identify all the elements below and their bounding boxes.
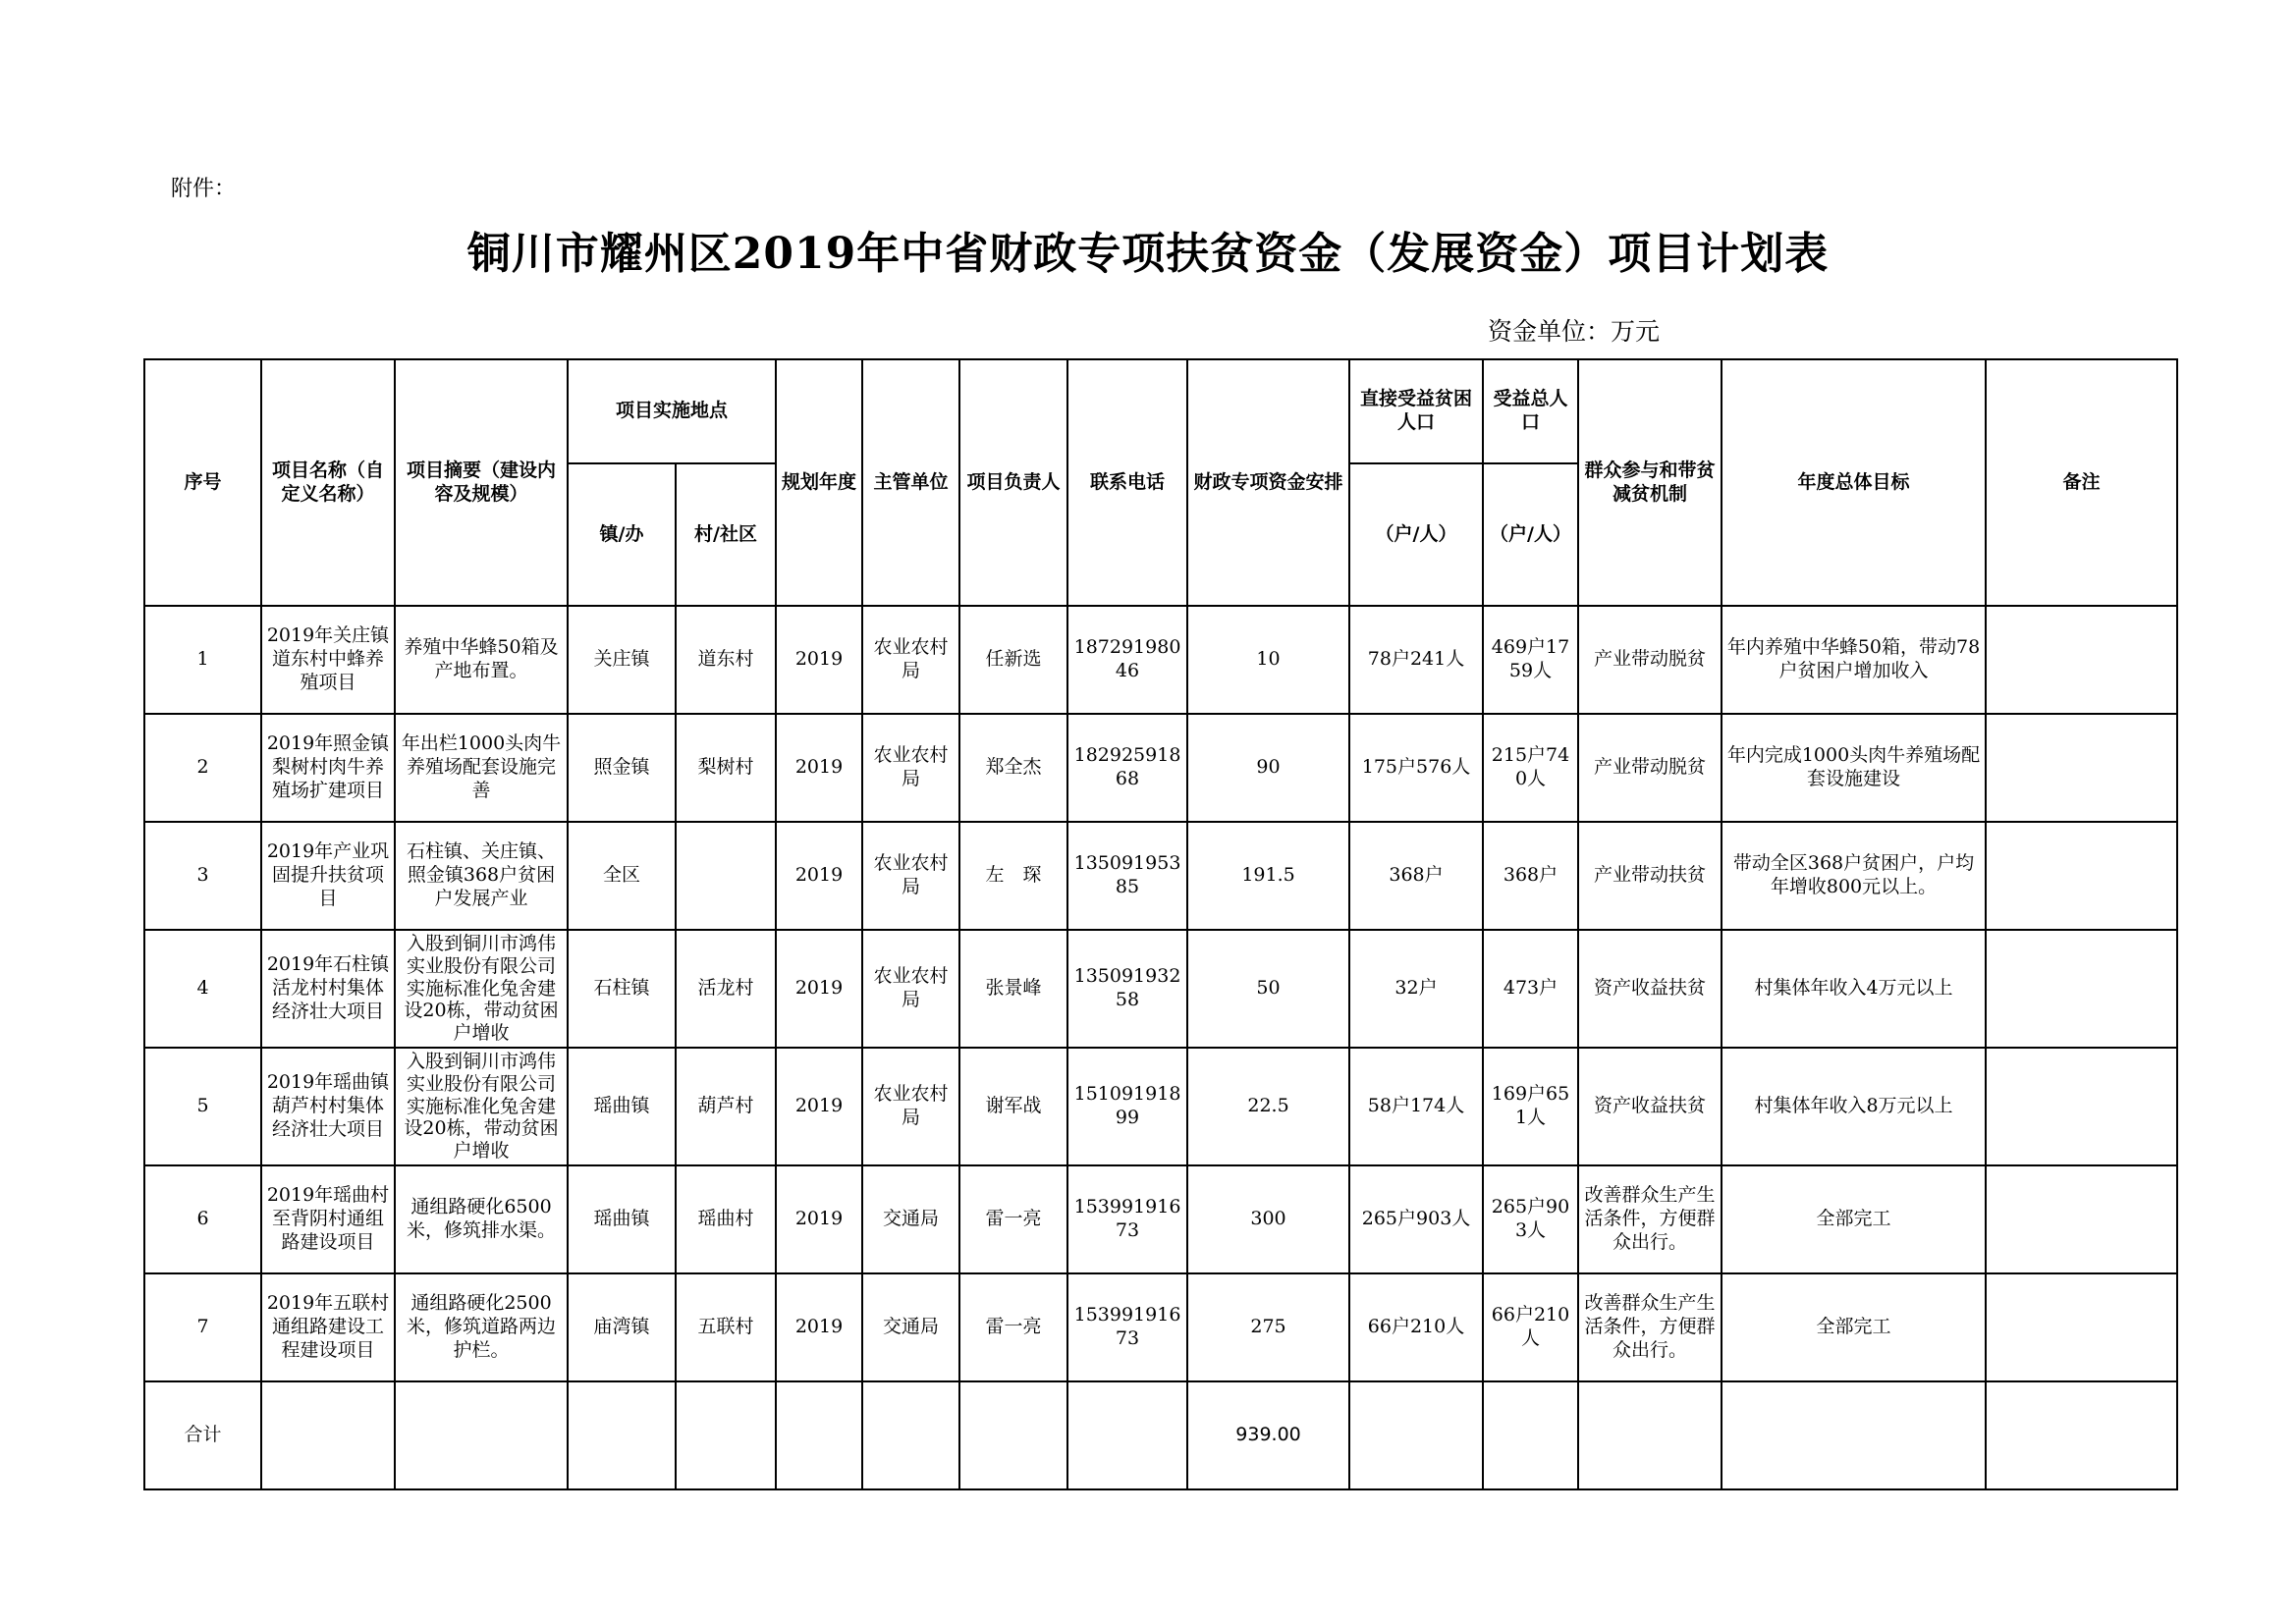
cell-village: 五联村: [676, 1273, 776, 1381]
header-remark: 备注: [1986, 359, 2177, 606]
cell-seq: 7: [144, 1273, 261, 1381]
cell-remark: [1986, 1048, 2177, 1165]
cell-name: 2019年石柱镇活龙村村集体经济壮大项目: [261, 930, 395, 1048]
cell-dept: 农业农村局: [862, 930, 959, 1048]
header-goal: 年度总体目标: [1722, 359, 1986, 606]
cell-town: 关庄镇: [568, 606, 676, 714]
cell-summary: 入股到铜川市鸿伟实业股份有限公司实施标准化兔舍建设20栋，带动贫困户增收: [395, 930, 568, 1048]
table-row: [144, 714, 2177, 822]
cell-year: 2019: [776, 930, 862, 1048]
cell-phone: 15399191673: [1067, 1165, 1187, 1273]
cell-year: 2019: [776, 1273, 862, 1381]
cell-funds: 191.5: [1187, 822, 1349, 930]
total-row: [144, 1381, 2177, 1489]
cell-mechanism: 产业带动扶贫: [1578, 822, 1722, 930]
cell-remark: [1986, 930, 2177, 1048]
header-person: 项目负责人: [959, 359, 1067, 606]
cell-seq: 2: [144, 714, 261, 822]
header-village: 村/社区: [676, 463, 776, 606]
table-row: [144, 930, 2177, 1048]
header-town: 镇/办: [568, 463, 676, 606]
cell-funds: 300: [1187, 1165, 1349, 1273]
cell-summary: 养殖中华蜂50箱及产地布置。: [395, 606, 568, 714]
cell-funds: 50: [1187, 930, 1349, 1048]
cell-funds: 275: [1187, 1273, 1349, 1381]
cell-town: 照金镇: [568, 714, 676, 822]
cell-total: 169户651人: [1483, 1048, 1578, 1165]
total-funds: 939.00: [1187, 1381, 1349, 1489]
header-seq: 序号: [144, 359, 261, 606]
cell-summary: 入股到铜川市鸿伟实业股份有限公司实施标准化兔舍建设20栋，带动贫困户增收: [395, 1048, 568, 1165]
header-total-unit: （户/人）: [1483, 463, 1578, 606]
cell-person: 左 琛: [959, 822, 1067, 930]
cell-dept: 交通局: [862, 1273, 959, 1381]
cell-remark: [1986, 1273, 2177, 1381]
table-row: [144, 1048, 2177, 1165]
cell-name: 2019年五联村通组路建设工程建设项目: [261, 1273, 395, 1381]
cell-village: 梨树村: [676, 714, 776, 822]
cell-summary: 通组路硬化2500米，修筑道路两边护栏。: [395, 1273, 568, 1381]
cell-goal: 村集体年收入8万元以上: [1722, 1048, 1986, 1165]
cell-remark: [1986, 822, 2177, 930]
table-row: [144, 1273, 2177, 1381]
cell-direct: 58户174人: [1349, 1048, 1483, 1165]
table-row: [144, 606, 2177, 714]
cell-year: 2019: [776, 1165, 862, 1273]
cell-mechanism: 改善群众生产生活条件，方便群众出行。: [1578, 1273, 1722, 1381]
cell-seq: 1: [144, 606, 261, 714]
cell-total: 368户: [1483, 822, 1578, 930]
cell-funds: 22.5: [1187, 1048, 1349, 1165]
cell-town: 石柱镇: [568, 930, 676, 1048]
cell-mechanism: 产业带动脱贫: [1578, 606, 1722, 714]
cell-village: 葫芦村: [676, 1048, 776, 1165]
cell-town: 庙湾镇: [568, 1273, 676, 1381]
cell-person: 郑全杰: [959, 714, 1067, 822]
cell-phone: 15399191673: [1067, 1273, 1187, 1381]
cell-phone: 15109191899: [1067, 1048, 1187, 1165]
header-funds: 财政专项资金安排: [1187, 359, 1349, 606]
cell-summary: 通组路硬化6500米，修筑排水渠。: [395, 1165, 568, 1273]
cell-remark: [1986, 1165, 2177, 1273]
cell-phone: 13509195385: [1067, 822, 1187, 930]
cell-mechanism: 产业带动脱贫: [1578, 714, 1722, 822]
cell-seq: 3: [144, 822, 261, 930]
cell-seq: 5: [144, 1048, 261, 1165]
cell-name: 2019年瑶曲镇葫芦村村集体经济壮大项目: [261, 1048, 395, 1165]
cell-remark: [1986, 606, 2177, 714]
cell-name: 2019年瑶曲村至背阴村通组路建设项目: [261, 1165, 395, 1273]
cell-total: 469户1759人: [1483, 606, 1578, 714]
cell-year: 2019: [776, 822, 862, 930]
cell-mechanism: 资产收益扶贫: [1578, 930, 1722, 1048]
cell-direct: 368户: [1349, 822, 1483, 930]
cell-total: 265户903人: [1483, 1165, 1578, 1273]
cell-direct: 265户903人: [1349, 1165, 1483, 1273]
cell-town: 瑶曲镇: [568, 1048, 676, 1165]
cell-mechanism: 改善群众生产生活条件，方便群众出行。: [1578, 1165, 1722, 1273]
cell-year: 2019: [776, 606, 862, 714]
header-location: 项目实施地点: [568, 359, 776, 463]
cell-town: 瑶曲镇: [568, 1165, 676, 1273]
header-summary: 项目摘要（建设内容及规模）: [395, 359, 568, 606]
project-plan-table: [143, 358, 2178, 1490]
cell-year: 2019: [776, 714, 862, 822]
cell-village: 活龙村: [676, 930, 776, 1048]
cell-name: 2019年产业巩固提升扶贫项目: [261, 822, 395, 930]
cell-name: 2019年关庄镇道东村中蜂养殖项目: [261, 606, 395, 714]
cell-village: [676, 822, 776, 930]
header-phone: 联系电话: [1067, 359, 1187, 606]
cell-total: 473户: [1483, 930, 1578, 1048]
cell-mechanism: 资产收益扶贫: [1578, 1048, 1722, 1165]
cell-total: 66户210人: [1483, 1273, 1578, 1381]
cell-goal: 带动全区368户贫困户，户均年增收800元以上。: [1722, 822, 1986, 930]
cell-total: 215户740人: [1483, 714, 1578, 822]
cell-goal: 年内养殖中华蜂50箱，带动78户贫困户增加收入: [1722, 606, 1986, 714]
cell-person: 张景峰: [959, 930, 1067, 1048]
cell-direct: 32户: [1349, 930, 1483, 1048]
cell-phone: 18729198046: [1067, 606, 1187, 714]
cell-dept: 交通局: [862, 1165, 959, 1273]
cell-town: 全区: [568, 822, 676, 930]
header-total-beneficiaries: 受益总人口: [1483, 359, 1578, 463]
cell-name: 2019年照金镇梨树村肉牛养殖场扩建项目: [261, 714, 395, 822]
cell-summary: 年出栏1000头肉牛养殖场配套设施完善: [395, 714, 568, 822]
cell-dept: 农业农村局: [862, 714, 959, 822]
header-direct-unit: （户/人）: [1349, 463, 1483, 606]
cell-dept: 农业农村局: [862, 1048, 959, 1165]
cell-direct: 66户210人: [1349, 1273, 1483, 1381]
cell-funds: 10: [1187, 606, 1349, 714]
header-direct: 直接受益贫困人口: [1349, 359, 1483, 463]
cell-goal: 村集体年收入4万元以上: [1722, 930, 1986, 1048]
document-title: 铜川市耀州区2019年中省财政专项扶贫资金（发展资金）项目计划表: [466, 229, 1830, 279]
cell-direct: 175户576人: [1349, 714, 1483, 822]
cell-direct: 78户241人: [1349, 606, 1483, 714]
table-row: [144, 1165, 2177, 1273]
cell-summary: 石柱镇、关庄镇、照金镇368户贫困户发展产业: [395, 822, 568, 930]
header-mechanism: 群众参与和带贫减贫机制: [1578, 359, 1722, 606]
header-year: 规划年度: [776, 359, 862, 606]
attachment-label: 附件：: [171, 177, 237, 201]
cell-year: 2019: [776, 1048, 862, 1165]
cell-funds: 90: [1187, 714, 1349, 822]
cell-person: 任新选: [959, 606, 1067, 714]
header-name: 项目名称（自定义名称）: [261, 359, 395, 606]
cell-person: 谢军战: [959, 1048, 1067, 1165]
unit-label: 资金单位：万元: [1488, 317, 1661, 346]
cell-goal: 年内完成1000头肉牛养殖场配套设施建设: [1722, 714, 1986, 822]
total-label: 合计: [144, 1381, 261, 1489]
cell-goal: 全部完工: [1722, 1273, 1986, 1381]
cell-phone: 13509193258: [1067, 930, 1187, 1048]
cell-dept: 农业农村局: [862, 822, 959, 930]
cell-person: 雷一亮: [959, 1273, 1067, 1381]
cell-seq: 4: [144, 930, 261, 1048]
cell-goal: 全部完工: [1722, 1165, 1986, 1273]
cell-phone: 18292591868: [1067, 714, 1187, 822]
cell-person: 雷一亮: [959, 1165, 1067, 1273]
cell-seq: 6: [144, 1165, 261, 1273]
cell-village: 瑶曲村: [676, 1165, 776, 1273]
cell-remark: [1986, 714, 2177, 822]
table-row: [144, 822, 2177, 930]
cell-village: 道东村: [676, 606, 776, 714]
cell-dept: 农业农村局: [862, 606, 959, 714]
header-dept: 主管单位: [862, 359, 959, 606]
